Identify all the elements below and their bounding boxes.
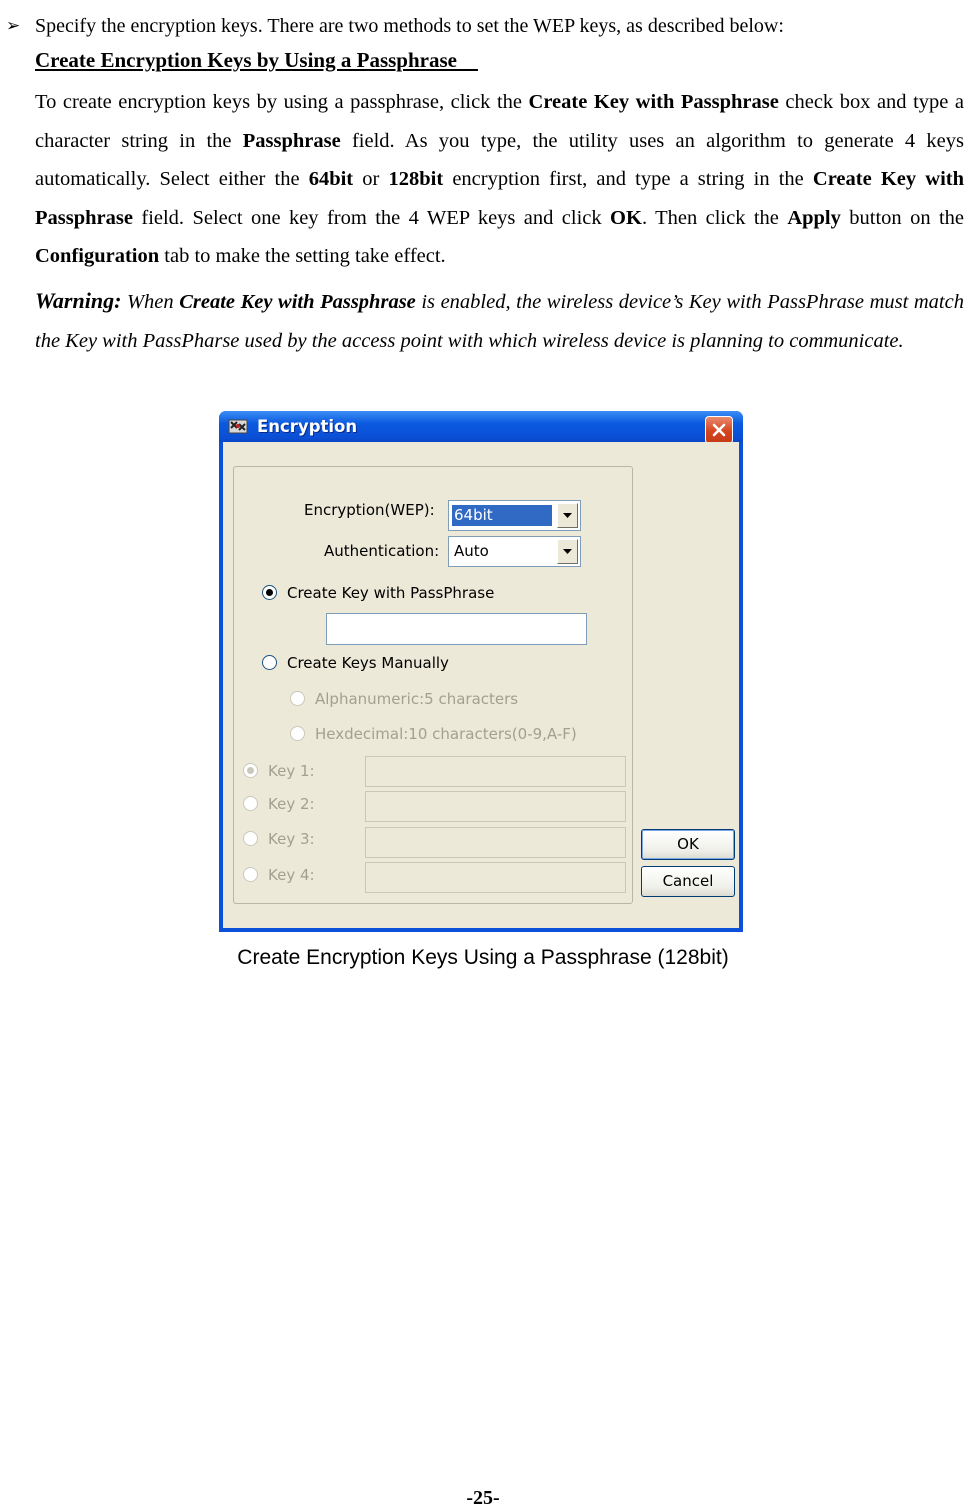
passphrase-option-label: Create Key with PassPhrase — [287, 584, 495, 602]
figure-caption: Create Encryption Keys Using a Passphrase (128bit) — [237, 946, 729, 969]
passphrase-radio[interactable] — [262, 585, 277, 600]
key1-radio[interactable] — [243, 763, 258, 778]
key2-input[interactable] — [365, 791, 626, 822]
network-key-icon — [228, 418, 248, 435]
dialog-title: Encryption — [257, 417, 358, 436]
warning-paragraph: Warning: When Create Key with Passphrase is enabled, the wireless device’s Key with PassPhrase must match the Key with PassPharse used by the access point with which wireless device is planning to communicate. — [35, 288, 964, 352]
authentication-select[interactable] — [448, 536, 581, 567]
encryption-dropdown-button[interactable] — [557, 503, 578, 528]
alphanumeric-radio[interactable] — [290, 691, 305, 706]
key4-radio[interactable] — [243, 867, 258, 882]
key1-label: Key 1: — [268, 762, 315, 780]
chevron-down-icon — [563, 549, 572, 554]
arrow-bullet-icon: ➢ — [6, 16, 21, 36]
key2-radio[interactable] — [243, 796, 258, 811]
hexadecimal-option-label: Hexdecimal:10 characters(0-9,A-F) — [315, 725, 577, 743]
section-heading: Create Encryption Keys by Using a Passphrase — [35, 48, 478, 72]
authentication-dropdown-button[interactable] — [557, 539, 578, 564]
authentication-value: Auto — [454, 542, 489, 560]
warning-label: Warning: — [35, 288, 122, 313]
cancel-button[interactable]: Cancel — [641, 866, 735, 897]
manual-option-label: Create Keys Manually — [287, 654, 449, 672]
passphrase-input[interactable] — [326, 613, 587, 645]
page-number: -25- — [466, 1487, 500, 1509]
key2-label: Key 2: — [268, 795, 315, 813]
instructions-paragraph: To create encryption keys by using a passphrase, click the Create Key with Passphrase check box and type a character string in the Passphrase field. As you type, the utility uses an algorithm to generate 4 keys automatically. Select either the 64bit or 128bit encryption first, and type a string in the Create Key with Passphrase field. Select one key from the 4 WEP keys and click OK. Then click the Apply button on the Configuration tab to make the setting take effect. — [35, 91, 965, 267]
key4-input[interactable] — [365, 862, 626, 893]
dialog-titlebar[interactable] — [219, 411, 743, 442]
ok-button[interactable]: OK — [641, 829, 735, 860]
authentication-label: Authentication: — [324, 542, 440, 560]
key3-radio[interactable] — [243, 831, 258, 846]
key3-label: Key 3: — [268, 830, 315, 848]
alphanumeric-option-label: Alphanumeric:5 characters — [315, 690, 519, 708]
chevron-down-icon — [563, 513, 572, 518]
encryption-value: 64bit — [452, 505, 552, 526]
key4-label: Key 4: — [268, 866, 315, 884]
bullet-text: Specify the encryption keys. There are two methods to set the WEP keys, as described below: — [35, 15, 784, 37]
manual-keys-radio[interactable] — [262, 655, 277, 670]
key3-input[interactable] — [365, 827, 626, 858]
hexadecimal-radio[interactable] — [290, 726, 305, 741]
encryption-select[interactable] — [448, 500, 581, 531]
dialog-body — [223, 442, 739, 928]
close-button[interactable] — [705, 416, 733, 444]
encryption-label: Encryption(WEP): — [304, 501, 435, 519]
key1-input[interactable] — [365, 756, 626, 787]
close-icon — [712, 423, 726, 437]
encryption-dialog — [219, 411, 743, 932]
